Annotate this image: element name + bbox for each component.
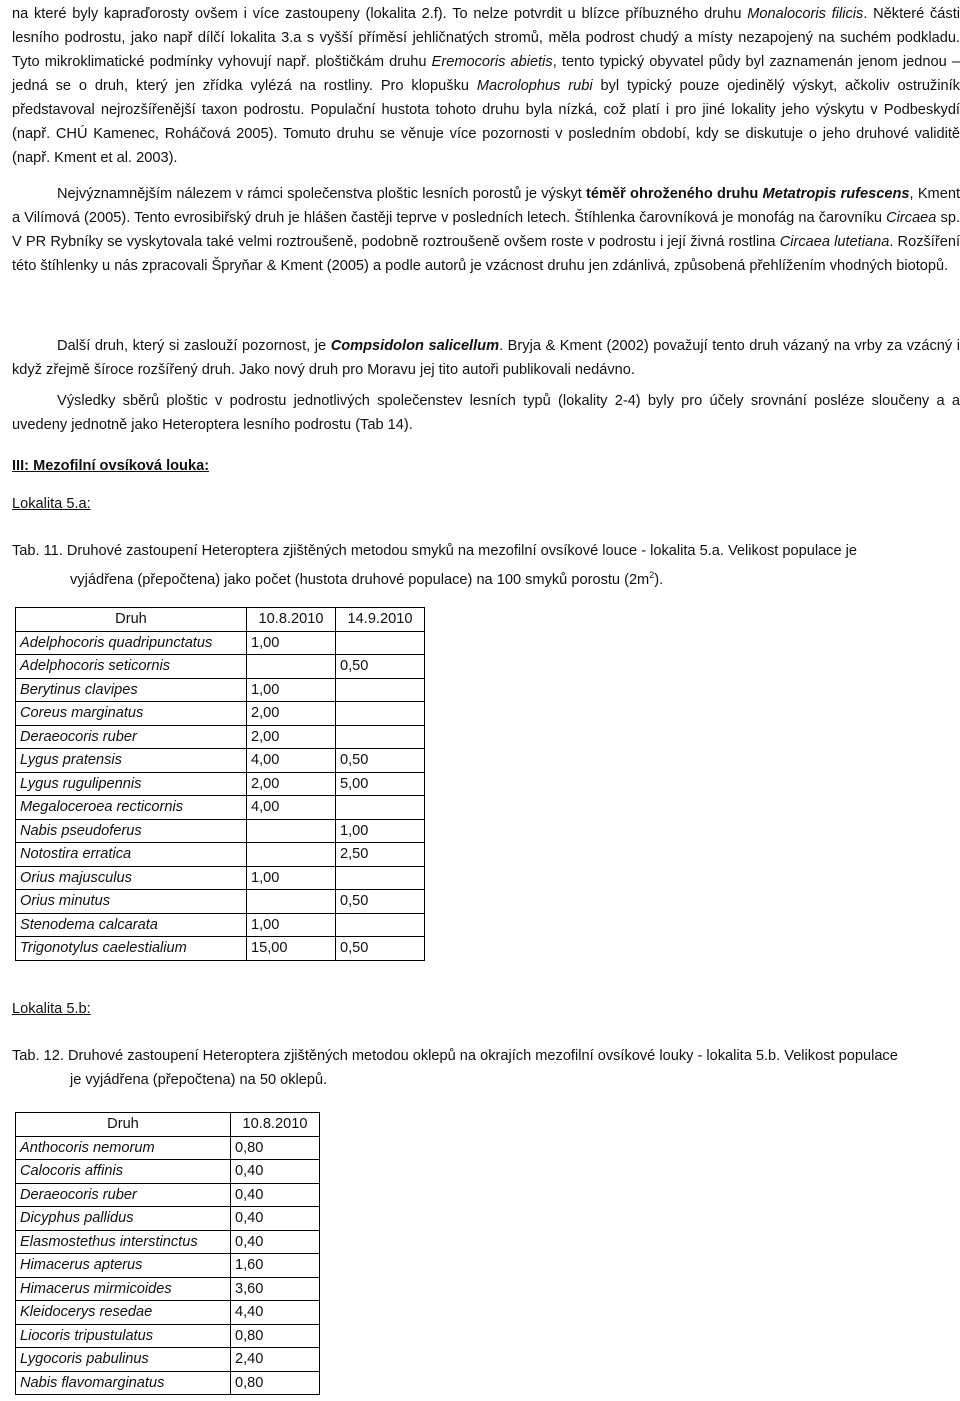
- paragraph1-run: Eremocoris abietis: [431, 54, 553, 70]
- species-cell: Orius minutus: [16, 890, 247, 914]
- value-cell: 1,00: [336, 819, 425, 843]
- value-cell: 0,50: [336, 937, 425, 961]
- table-row: [16, 631, 425, 655]
- species-cell: Lygus pratensis: [16, 749, 247, 773]
- species-cell: Lygus rugulipennis: [16, 772, 247, 796]
- paragraph-4: [12, 389, 960, 437]
- species-cell: Orius majusculus: [16, 866, 247, 890]
- lokalita-b-label: Lokalita 5.b:: [12, 1001, 91, 1017]
- value-cell: 0,50: [336, 749, 425, 773]
- value-cell: 1,00: [247, 678, 336, 702]
- paragraph1-run: byl typický pouze ojedinělý výskyt, ačkoliv ostružiník představoval nejrozšířenější taxon podrostu. Populační hustota tohoto druhu byla nízká, což platí i pro jiné lokality jeho výskytu v Podbeskydí (např. CHÚ Kamenec, Roháčová 2005). Tomuto druhu se věnuje více pozornosti v posledním období, kdy se diskutuje o jeho druhové validitě (např. Kment et al. 2003).: [12, 78, 960, 166]
- value-cell: [336, 913, 425, 937]
- species-cell: Himacerus apterus: [16, 1254, 231, 1278]
- value-cell: 0,40: [231, 1207, 320, 1231]
- value-cell: 3,60: [231, 1277, 320, 1301]
- value-cell: 4,00: [247, 749, 336, 773]
- value-cell: [247, 819, 336, 843]
- caption-11-superscript: 2: [649, 570, 655, 580]
- value-cell: 0,40: [231, 1230, 320, 1254]
- value-cell: 1,00: [247, 631, 336, 655]
- value-cell: [336, 796, 425, 820]
- value-cell: 0,80: [231, 1324, 320, 1348]
- table-row: [16, 1348, 320, 1372]
- table-row: [16, 866, 425, 890]
- value-cell: [336, 725, 425, 749]
- value-cell: [336, 702, 425, 726]
- value-cell: [336, 678, 425, 702]
- species-cell: Adelphocoris quadripunctatus: [16, 631, 247, 655]
- species-cell: Anthocoris nemorum: [16, 1136, 231, 1160]
- species-cell: Kleidocerys resedae: [16, 1301, 231, 1325]
- table1-header-cell: Druh: [16, 608, 247, 632]
- value-cell: 1,60: [231, 1254, 320, 1278]
- table-row: [16, 1301, 320, 1325]
- table-row: [16, 678, 425, 702]
- paragraph3-run: . Bryja & Kment (2002) považují tento druh vázaný na vrby za vzácný i když zřejmě šíroce rozšířený druh. Jako nový druh pro Moravu jej tito autoři publikovali nedávno.: [12, 338, 960, 378]
- value-cell: 2,00: [247, 772, 336, 796]
- species-cell: Berytinus clavipes: [16, 678, 247, 702]
- value-cell: [336, 631, 425, 655]
- species-cell: Megaloceroea recticornis: [16, 796, 247, 820]
- table-row: [16, 1136, 320, 1160]
- table-row: [16, 655, 425, 679]
- value-cell: 0,40: [231, 1183, 320, 1207]
- section-heading: III: Mezofilní ovsíková louka:: [12, 458, 210, 474]
- value-cell: 2,50: [336, 843, 425, 867]
- species-cell: Liocoris tripustulatus: [16, 1324, 231, 1348]
- paragraph2-run: Circaea: [886, 210, 937, 226]
- table1-header-cell: 10.8.2010: [247, 608, 336, 632]
- caption-11-end: ).: [654, 571, 664, 588]
- table-11: [15, 607, 425, 961]
- value-cell: 1,00: [247, 913, 336, 937]
- paragraph-3: [12, 334, 960, 382]
- value-cell: 4,40: [231, 1301, 320, 1325]
- table2-header-cell: 10.8.2010: [231, 1113, 320, 1137]
- species-cell: Lygocoris pabulinus: [16, 1348, 231, 1372]
- paragraph4-run: Výsledky sběrů ploštic v podrostu jednotlivých společenstev lesních typů (lokality 2-4) byly pro účely srovnání posléze sloučeny a a uvedeny jednotně jako Heteroptera lesního podrostu (Tab 14).: [12, 393, 960, 433]
- paragraph1-run: , tento typický obyvatel půdy byl zaznamenán jenom jednou – jedná se o druh, který jen zřídka vylézá na rostliny. Pro klopušku: [12, 54, 960, 94]
- value-cell: [247, 843, 336, 867]
- species-cell: Stenodema calcarata: [16, 913, 247, 937]
- paragraph1-run: Monalocoris filicis: [747, 6, 864, 22]
- species-cell: Calocoris affinis: [16, 1160, 231, 1184]
- value-cell: 0,80: [231, 1136, 320, 1160]
- lokalita-a-label: Lokalita 5.a:: [12, 496, 91, 512]
- table-row: [16, 913, 425, 937]
- table-row: [16, 796, 425, 820]
- paragraph2-run: sp. V PR Rybníky se vyskytovala také velmi roztroušeně, podobně roztroušeně ovšem roste v podrostu i její živná rostlina: [12, 210, 960, 250]
- species-cell: Elasmostethus interstinctus: [16, 1230, 231, 1254]
- table2-header-cell: Druh: [16, 1113, 231, 1137]
- table-row: [16, 1160, 320, 1184]
- species-cell: Nabis flavomarginatus: [16, 1371, 231, 1395]
- value-cell: 2,40: [231, 1348, 320, 1372]
- table-row: [16, 890, 425, 914]
- value-cell: 2,00: [247, 702, 336, 726]
- caption-12-line-1: Tab. 12. Druhové zastoupení Heteroptera zjištěných metodou oklepů na okrajích mezofilní ovsíkové louky - lokalita 5.b. Velikost populace: [12, 1048, 898, 1064]
- table-row: [16, 1230, 320, 1254]
- species-cell: Nabis pseudoferus: [16, 819, 247, 843]
- table-row: [16, 749, 425, 773]
- species-cell: Trigonotylus caelestialium: [16, 937, 247, 961]
- value-cell: [336, 866, 425, 890]
- value-cell: 5,00: [336, 772, 425, 796]
- caption-11-line-2: [12, 563, 960, 592]
- table1-header-cell: 14.9.2010: [336, 608, 425, 632]
- value-cell: 15,00: [247, 937, 336, 961]
- table-row: [16, 1254, 320, 1278]
- paragraph2-run: . Rozšíření této štíhlenky u nás zpracovali Špryňar & Kment (2005) a podle autorů je vzácnost druhu jen zdánlivá, způsobená přehlížením vhodných biotopů.: [12, 234, 960, 274]
- table-row: [16, 1207, 320, 1231]
- value-cell: 2,00: [247, 725, 336, 749]
- value-cell: 1,00: [247, 866, 336, 890]
- caption-12-line-2: je vyjádřena (přepočtena) na 50 oklepů.: [70, 1072, 328, 1088]
- table-row: [16, 1371, 320, 1395]
- paragraph1-run: Macrolophus rubi: [476, 78, 593, 94]
- table-row: [16, 772, 425, 796]
- table-row: [16, 1324, 320, 1348]
- table-row: [16, 937, 425, 961]
- paragraph2-run: Nejvýznamnějším nálezem v rámci společenstva ploštic lesních porostů je výskyt: [57, 186, 587, 202]
- table-row: [16, 819, 425, 843]
- species-cell: Adelphocoris seticornis: [16, 655, 247, 679]
- paragraph1-run: . Některé části lesního podrostu, jako např dílčí lokalita 3.a s vyšší příměsí jehličnatých stromů, měla podrost chudý a místy nezapojený na suchém podkladu. Tyto mikroklimatické podmínky vyhovují např. ploštičkám druhu: [12, 6, 960, 70]
- table-12: [15, 1112, 320, 1395]
- species-cell: Himacerus mirmicoides: [16, 1277, 231, 1301]
- table-row: [16, 1277, 320, 1301]
- paragraph2-run: Circaea lutetiana: [779, 234, 890, 250]
- paragraph-1: [12, 2, 960, 170]
- species-cell: Coreus marginatus: [16, 702, 247, 726]
- caption-11-line-1: Tab. 11. Druhové zastoupení Heteroptera zjištěných metodou smyků na mezofilní ovsíkové louce - lokalita 5.a. Velikost populace je: [12, 543, 858, 559]
- table1-header-row: [16, 608, 425, 632]
- table-row: [16, 702, 425, 726]
- species-cell: Deraeocoris ruber: [16, 725, 247, 749]
- table-11-caption: [12, 539, 960, 592]
- caption-11-text: vyjádřena (přepočtena) jako počet (hustota druhové populace) na 100 smyků porostu (2m: [70, 571, 650, 588]
- paragraph1-run: na které byly kapraďorosty ovšem i více zastoupeny (lokalita 2.f). To nelze potvrdit u blízce příbuzného druhu: [12, 6, 748, 22]
- value-cell: 0,80: [231, 1371, 320, 1395]
- table-row: [16, 843, 425, 867]
- table-row: [16, 725, 425, 749]
- paragraph-2: [12, 182, 960, 278]
- species-cell: Notostira erratica: [16, 843, 247, 867]
- table-row: [16, 1183, 320, 1207]
- paragraph2-run: Metatropis rufescens: [762, 186, 910, 202]
- species-cell: Deraeocoris ruber: [16, 1183, 231, 1207]
- value-cell: 0,50: [336, 655, 425, 679]
- paragraph2-run: téměř ohroženého druhu: [586, 186, 763, 202]
- paragraph2-run: , Kment a Vilímová (2005). Tento evrosibiřský druh je hlášen častěji teprve v posledních letech. Štíhlenka čarovníková je monofág na čarovníku: [12, 186, 960, 226]
- value-cell: 4,00: [247, 796, 336, 820]
- value-cell: [247, 655, 336, 679]
- table2-header-row: [16, 1113, 320, 1137]
- value-cell: [247, 890, 336, 914]
- value-cell: 0,40: [231, 1160, 320, 1184]
- species-cell: Dicyphus pallidus: [16, 1207, 231, 1231]
- paragraph3-run: Compsidolon salicellum: [330, 338, 500, 354]
- value-cell: 0,50: [336, 890, 425, 914]
- table-12-caption: [12, 1044, 960, 1092]
- paragraph3-run: Další druh, který si zaslouží pozornost, je: [57, 338, 331, 354]
